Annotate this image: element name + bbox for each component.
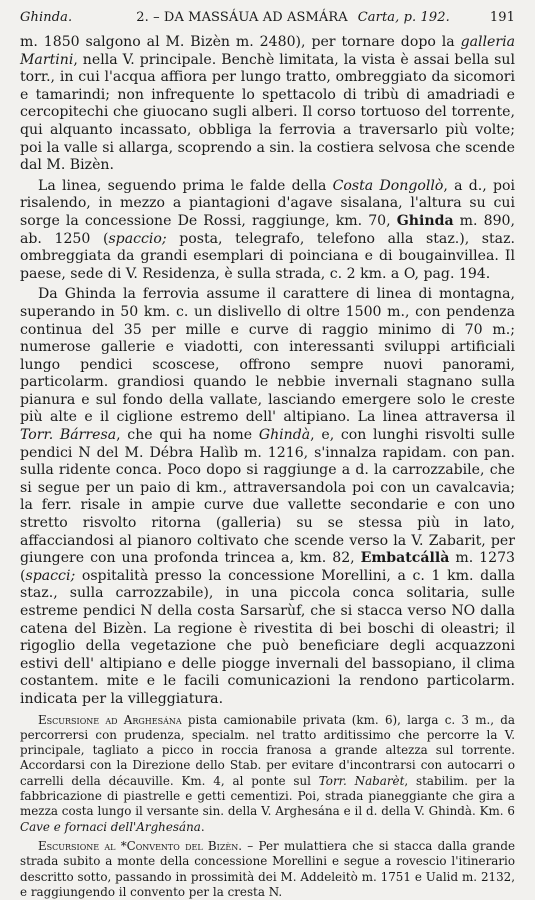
text-run: , nella V. principale. Benchè limitata, la vista è assai bella sul torr., in cui l'acqua affiora per lungo tratto, ombreggiato da sicomori e tamarindi; non infrequente lo spettacolo di tribù di amadriadi e cercopitechi che giuocano sugli alberi. Il corso tortuoso del torrente, qui alquanto incassato, obbliga la ferrovia a traversarlo più volte; poi la valle si allarga, scoprendo a sin. la costiera selvosa che scende dal M. Bizèn. <box>20 51 515 174</box>
text-run: pista camionabile privata (km. 6), larga c. 3 m., da percorrersi con prudenza, specialm. nel tratto arditissimo che percorre la V. principale, tagliato a picco in roccia franosa a grande altezza sul torrente. Accordarsi con la Direzione dello Stab. per evitare d'incontrarsi con autocarri o carrelli della décauville. Km. 4, al ponte sul <box>20 712 515 788</box>
excursion-heading: Escursione ad Arghesána <box>38 712 182 727</box>
header-center-group <box>112 10 450 25</box>
running-header <box>20 0 515 30</box>
italic-run: spaccio; <box>108 230 167 247</box>
text-run: m. 1850 salgono al M. Bizèn m. 2480), per tornare dopo la <box>20 34 461 50</box>
paragraph-excursion-arghesana <box>20 713 515 835</box>
bold-place-name: Embatcállà <box>360 550 450 567</box>
excursion-heading: Escursione al *Convento del Bizèn <box>38 838 239 853</box>
italic-run: Torr. Nabarèt <box>318 773 405 788</box>
italic-run: spacci; <box>25 567 76 584</box>
small-print-excursions <box>20 713 515 900</box>
header-map-ref: Carta, p. 192. <box>357 10 450 25</box>
italic-run: Torr. Bárresa <box>20 427 117 444</box>
main-text <box>20 34 515 709</box>
italic-run: Ghindà <box>258 427 311 444</box>
header-chapter-title: 2. – DA MASSÁUA AD ASMÁRA <box>136 10 348 25</box>
text-run: , stabilim. per la fabbricazione di piastrelle e getti cementizi. Poi, strada pianeggiante che gira a mezza costa lungo il versante sin. della V. Arghesána e il d. della V. Ghindà. Km. 6 <box>20 773 516 819</box>
text-run: posta, telegrafo, telefono alla staz.), staz. ombreggiata da grandi esemplari di poinciana e di bougainvillea. Il paese, sede di V. Residenza, è sulla strada, c. 2 km. a O, pag. 194. <box>20 230 515 282</box>
text-run: . <box>200 819 205 834</box>
paragraph-excursion-bizen <box>20 839 515 900</box>
page-number: 191 <box>489 10 515 25</box>
paragraph-1 <box>20 34 515 175</box>
text-run: m. 1273 ( <box>20 550 516 584</box>
paragraph-2 <box>20 178 515 284</box>
bold-place-name: Ghinda <box>396 212 454 229</box>
italic-run: galleria Martini <box>20 34 515 68</box>
text-run: , e, con lunghi risvolti sulle pendici N del M. Débra Halìb m. 1216, s'innalza rapidam. con pan. sulla ridente conca. Poco dopo si raggiunge a d. la carrozzabile, che si segue per un paio di km., attraversandola poi con un cavalcavia; la ferr. risale in ampie curve due vallette secondarie e con uno stretto risvolto ritorna (galleria) su se stessa più in lato, affacciandosi al pianoro coltivato che scende verso la V. Zabarit, per giungere con una profonda trincea a, km. 82, <box>20 427 516 567</box>
header-place: Ghinda. <box>20 10 73 25</box>
text-run: , che qui ha nome <box>116 427 259 444</box>
text-run: ospitalità presso la concessione Morellini, a c. 1 km. dalla staz., sulla carrozzabile), in una piccola conca solitaria, sulle estreme pendici N della costa Sarsarùf, che si stacca verso NO dalla catena del Bizèn. La regione è rivestita di bei boschi di oleastri; il rigoglio della vegetazione che può beneficiare degli acquazzoni estivi dell' altipiano e delle piogge invernali del bassopiano, il clima costantem. mite e le facili comunicazioni la rendono particolarm. indicata per la villeggiatura. <box>20 567 515 707</box>
italic-run: Cave e fornaci dell'Arghesána <box>20 819 201 834</box>
text-run: La linea, seguendo prima le falde della <box>38 177 333 194</box>
text-run: , a d., poi risalendo, in mezzo a piantagioni d'agave sisalana, l'altura su cui sorge la concessione De Rossi, raggiunge, km. 70, <box>20 177 515 229</box>
text-run: . – Per mulattiera che si stacca dalla grande strada subito a monte della concessione Morellini e segue a rovescio l'itinerario descritto sotto, passando in prossimità dei M. Addeleitò m. 1751 e Ualid m. 2132, e raggiungendo il convento per la cresta N. <box>20 838 515 899</box>
paragraph-3 <box>20 286 515 708</box>
text-run: m. 890, ab. 1250 ( <box>20 212 516 247</box>
text-run: Da Ghinda la ferrovia assume il carattere di linea di montagna, superando in 50 km. c. un dislivello di oltre 1500 m., con pendenza continua del 35 per mille e curve di raggio minimo di 70 m.; numerose gallerie e viadotti, con interessanti sviluppi artificiali lungo pendici scoscese, offrono sempre nuovi panorami, particolarm. grandiosi quando le nebbie invernali stagnano sulla pianura e sul fondo della vallate, lasciando emergere solo le creste più alte e il ciglione estremo dell' altipiano. La linea attraversa il <box>20 286 515 426</box>
italic-run: Costa Dongollò <box>332 177 444 194</box>
